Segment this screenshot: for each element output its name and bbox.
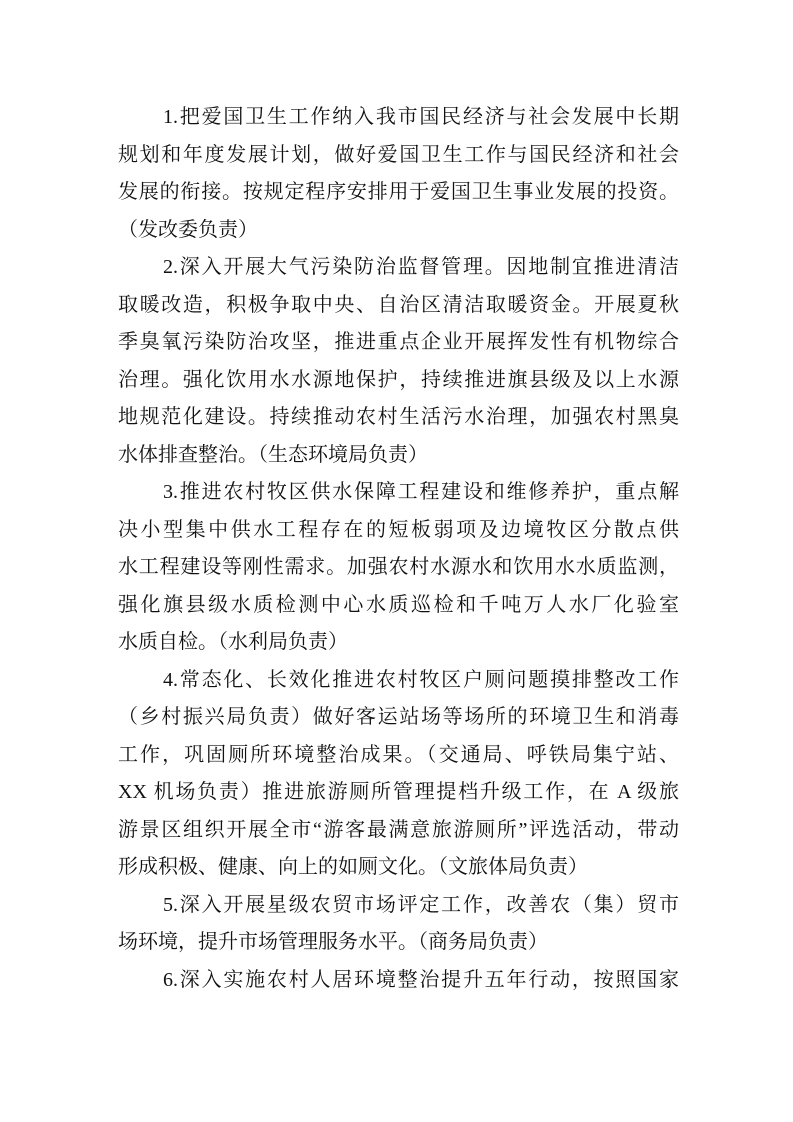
paragraph-1 (118, 99, 679, 249)
text-line: 规划和年度发展计划，做好爱国卫生工作与国民经济和社会 (118, 143, 679, 166)
text-line: 场环境，提升市场管理服务水平。（商务局负责） (118, 931, 548, 953)
text-line: XX 机场负责）推进旅游厕所管理提档升级工作，在 A 级旅 (118, 781, 679, 803)
paragraph-3 (118, 474, 679, 662)
text-line: 治理。强化饮用水水源地保护，持续推进旗县级及以上水源 (118, 368, 679, 391)
text-line: 水工程建设等刚性需求。加强农村水源水和饮用水水质监测， (118, 556, 679, 578)
text-line: 取暖改造，积极争取中央、自治区清洁取暖资金。开展夏秋 (118, 293, 679, 316)
paragraph-4 (118, 662, 679, 887)
text-line: （发改委负责） (118, 218, 258, 241)
text-line: 发展的衔接。按规定程序安排用于爱国卫生事业发展的投资。 (118, 181, 679, 203)
text-line: 游景区组织开展全市“游客最满意旅游厕所”评选活动，带动 (118, 818, 679, 841)
text-line: 强化旗县级水质检测中心水质巡检和千吨万人水厂化验室 (118, 593, 679, 616)
text-line: 4.常态化、长效化推进农村牧区户厕问题摸排整改工作 (163, 668, 679, 691)
paragraph-5 (118, 887, 679, 962)
text-line: 形成积极、健康、向上的如厕文化。（文旅体局负责） (118, 856, 588, 878)
text-line: 季臭氧污染防治攻坚，推进重点企业开展挥发性有机物综合 (118, 331, 679, 353)
paragraph-6 (118, 962, 679, 1000)
text-line: 1.把爱国卫生工作纳入我市国民经济与社会发展中长期 (163, 106, 679, 128)
paragraph-2 (118, 249, 679, 474)
text-line: 水体排查整治。（生态环境局负责） (118, 443, 428, 466)
text-line: 水质自检。（水利局负责） (118, 631, 348, 653)
text-line: 2.深入开展大气污染防治监督管理。因地制宜推进清洁 (163, 256, 679, 278)
text-line: 地规范化建设。持续推动农村生活污水治理，加强农村黑臭 (118, 406, 679, 428)
text-line: 6.深入实施农村人居环境整治提升五年行动，按照国家 (163, 968, 679, 991)
text-line: 3.推进农村牧区供水保障工程建设和维修养护，重点解 (163, 481, 679, 503)
document-page (118, 99, 679, 999)
text-line: 5.深入开展星级农贸市场评定工作，改善农（集）贸市 (163, 893, 679, 916)
text-line: 决小型集中供水工程存在的短板弱项及边境牧区分散点供 (118, 518, 679, 541)
text-line: （乡村振兴局负责）做好客运站场等场所的环境卫生和消毒 (118, 706, 679, 728)
text-line: 工作，巩固厕所环境整治成果。（交通局、呼铁局集宁站、 (118, 743, 679, 766)
